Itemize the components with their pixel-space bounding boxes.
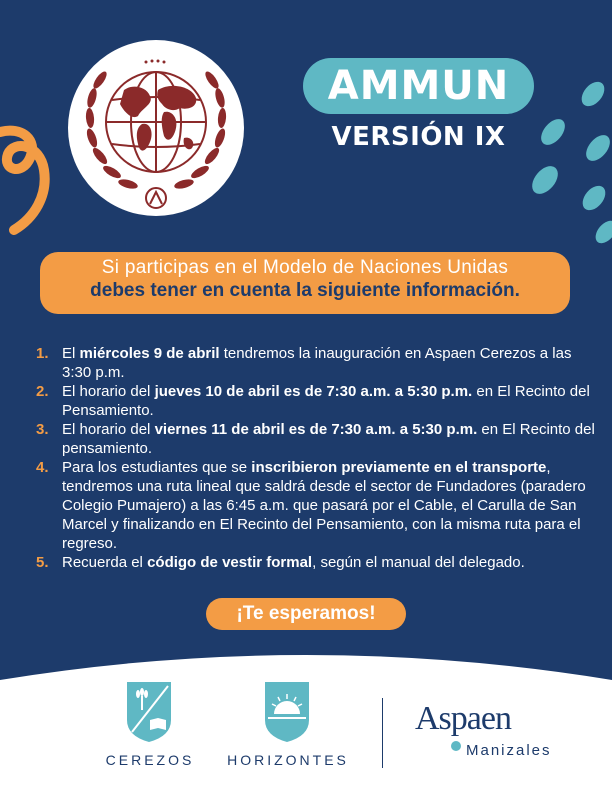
item-text: El bbox=[62, 345, 80, 362]
list-item bbox=[36, 344, 598, 382]
item-number: 4. bbox=[36, 459, 49, 476]
item-text: , según el manual del delegado. bbox=[312, 554, 525, 571]
school-label-cerezos: CEREZOS bbox=[105, 752, 195, 768]
teal-drops-decoration bbox=[527, 77, 612, 247]
item-text: , tendremos una ruta lineal que saldrá desde el sector de Fundadores (paradero Colegio Pumajero) a las 6:45 a.m. que pasará por el Cable, el Carulla de San Marcel y finalizando en El Recinto del Pensamiento, con la misma ruta para el regreso. bbox=[62, 459, 586, 552]
item-highlight: viernes 11 de abril es de 7:30 a.m. a 5:30 p.m. bbox=[154, 421, 478, 438]
title-badge bbox=[303, 58, 534, 114]
aspaen-leaf-icon bbox=[450, 740, 462, 752]
item-text: en El Recinto del Pensamiento. bbox=[62, 383, 590, 419]
item-text: El horario del bbox=[62, 421, 155, 438]
list-item bbox=[36, 553, 598, 572]
school-label-horizontes: HORIZONTES bbox=[227, 752, 349, 768]
version-label: VERSIÓN IX bbox=[331, 122, 506, 152]
aspaen-logo-subtitle: Manizales bbox=[466, 742, 552, 759]
item-text: en El Recinto del pensamiento. bbox=[62, 421, 595, 457]
item-number: 5. bbox=[36, 554, 49, 571]
item-number: 2. bbox=[36, 383, 49, 400]
item-text: El horario del bbox=[62, 383, 155, 400]
item-text: Recuerda el bbox=[62, 554, 148, 571]
list-item bbox=[36, 458, 598, 553]
item-highlight: jueves 10 de abril es de 7:30 a.m. a 5:30 p.m. bbox=[154, 383, 473, 400]
cta-badge: ¡Te esperamos! bbox=[206, 598, 406, 630]
banner-line-1: Si participas en el Modelo de Naciones Unidas bbox=[101, 257, 509, 278]
item-text: Para los estudiantes que se bbox=[62, 459, 252, 476]
item-highlight: código de vestir formal bbox=[147, 554, 313, 571]
list-item bbox=[36, 382, 598, 420]
info-list bbox=[36, 344, 598, 572]
item-number: 3. bbox=[36, 421, 49, 438]
cerezos-shield-icon bbox=[124, 680, 174, 744]
item-highlight: miércoles 9 de abril bbox=[79, 345, 220, 362]
aspaen-logo-text: Aspaen bbox=[415, 700, 511, 737]
banner-line-2: debes tener en cuenta la siguiente información. bbox=[90, 280, 520, 301]
info-banner bbox=[40, 252, 570, 314]
horizontes-shield-icon bbox=[262, 680, 312, 744]
footer-divider bbox=[382, 698, 383, 768]
list-item bbox=[36, 420, 598, 458]
un-globe-laurel-icon bbox=[66, 38, 246, 218]
item-highlight: inscribieron previamente en el transporte bbox=[251, 459, 547, 476]
page-title: AMMUN bbox=[327, 63, 510, 109]
item-text: tendremos la inauguración en Aspaen Cerezos a las 3:30 p.m. bbox=[62, 345, 572, 381]
orange-swirl-decoration bbox=[0, 131, 45, 230]
item-number: 1. bbox=[36, 345, 49, 362]
